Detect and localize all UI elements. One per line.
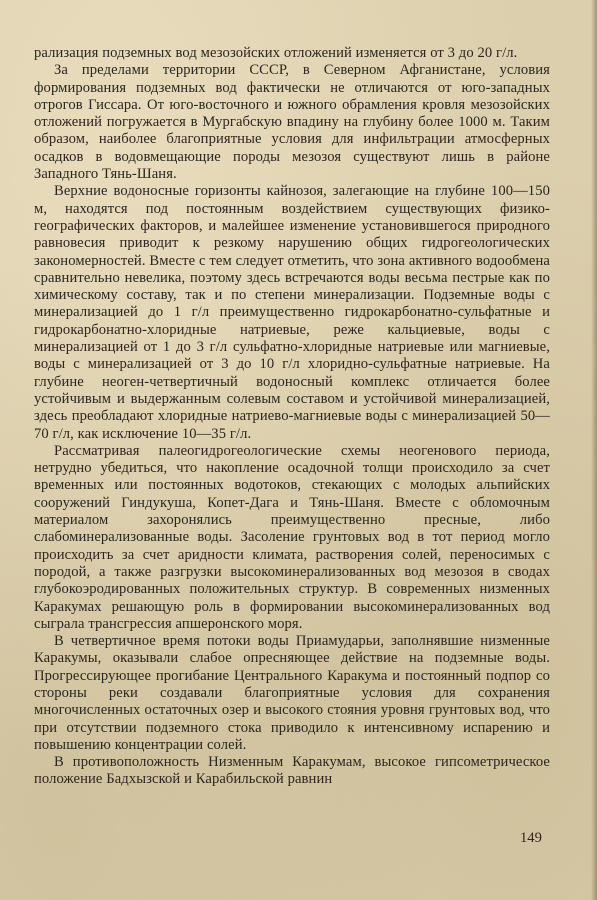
paragraph-4: Рассматривая палеогидрогеологические схемы неогенового периода, нетрудно убедиться, что накопление осадочной толщи происходило за счет временных или постоянных водотоков, стекающих с молодых альпийских сооружений Гиндукуша, Копет-Дага и Тянь-Шаня. Вместе с обломочным материалом захоронялись преимущественно пресные, либо слабоминерализованные воды. Засоление грунтовых вод в тот период могло происходить за счет аридности климата, растворения солей, переносимых с породой, а также разгрузки высокоминерализованных вод мезозоя в сводах глубокоэродированных положительных структур. В современных низменных Каракумах решающую роль в формировании высокоминерализованных вод сыграла трансгрессия апшеронского моря. [34, 442, 550, 632]
paragraph-1: рализация подземных вод мезозойских отложений изменяется от 3 до 20 г/л. [34, 45, 518, 61]
page-number: 149 [520, 830, 542, 846]
paragraph-2: За пределами территории СССР, в Северном Афганистане, условия формирования подземных вод фактически не отличаются от юго-западных отрогов Гиссара. От юго-восточного и южного обрамления кровля мезозойских отложений погружается в Мургабскую впадину на глубину более 1000 м. Таким образом, наиболее благоприятные условия для инфильтрации атмосферных осадков в водовмещающие породы мезозоя существуют лишь в районе Западного Тянь-Шаня. [34, 62, 550, 183]
body-text [34, 45, 550, 789]
paragraph-6: В противоположность Низменным Каракумам, высокое гипсометрическое положение Бадхызской и Карабильской равнин [34, 754, 550, 788]
paragraph-3: Верхние водоносные горизонты кайнозоя, залегающие на глубине 100—150 м, находятся под постоянным воздействием существующих физико-географических факторов, и малейшее изменение установившегося природного равновесия приводит к резкому нарушению общих гидрогеологических закономерностей. Вместе с тем следует отметить, что зона активного водообмена сравнительно невелика, поэтому здесь встречаются воды весьма пестрые как по химическому составу, так и по степени минерализации. Подземные воды с минерализацией до 1 г/л преимущественно гидрокарбонатно-сульфатные и гидрокарбонатно-хлоридные натриевые, реже кальциевые, воды с минерализацией от 1 до 3 г/л сульфатно-хлоридные натриевые или магниевые, воды с минерализацией от 3 до 10 г/л хлоридно-сульфатные натриевые. На глубине неоген-четвертичный водоносный комплекс отличается более устойчивым и выдержанным солевым составом и устойчивой минерализацией, здесь преобладают хлоридные натриево-магниевые воды с минерализацией 50—70 г/л, как исключение 10—35 г/л. [34, 183, 550, 442]
page-edge-shadow [591, 0, 597, 900]
paragraph-5: В четвертичное время потоки воды Приамударьи, заполнявшие низменные Каракумы, оказывали слабое опресняющее действие на подземные воды. Прогрессирующее прогибание Центрального Каракума и постоянный подпор со стороны реки создавали благоприятные условия для сохранения многочисленных остаточных озер и высокого стояния уровня грунтовых вод, что при отсутствии подземного стока приводило к интенсивному испарению и повышению концентрации солей. [34, 633, 550, 753]
